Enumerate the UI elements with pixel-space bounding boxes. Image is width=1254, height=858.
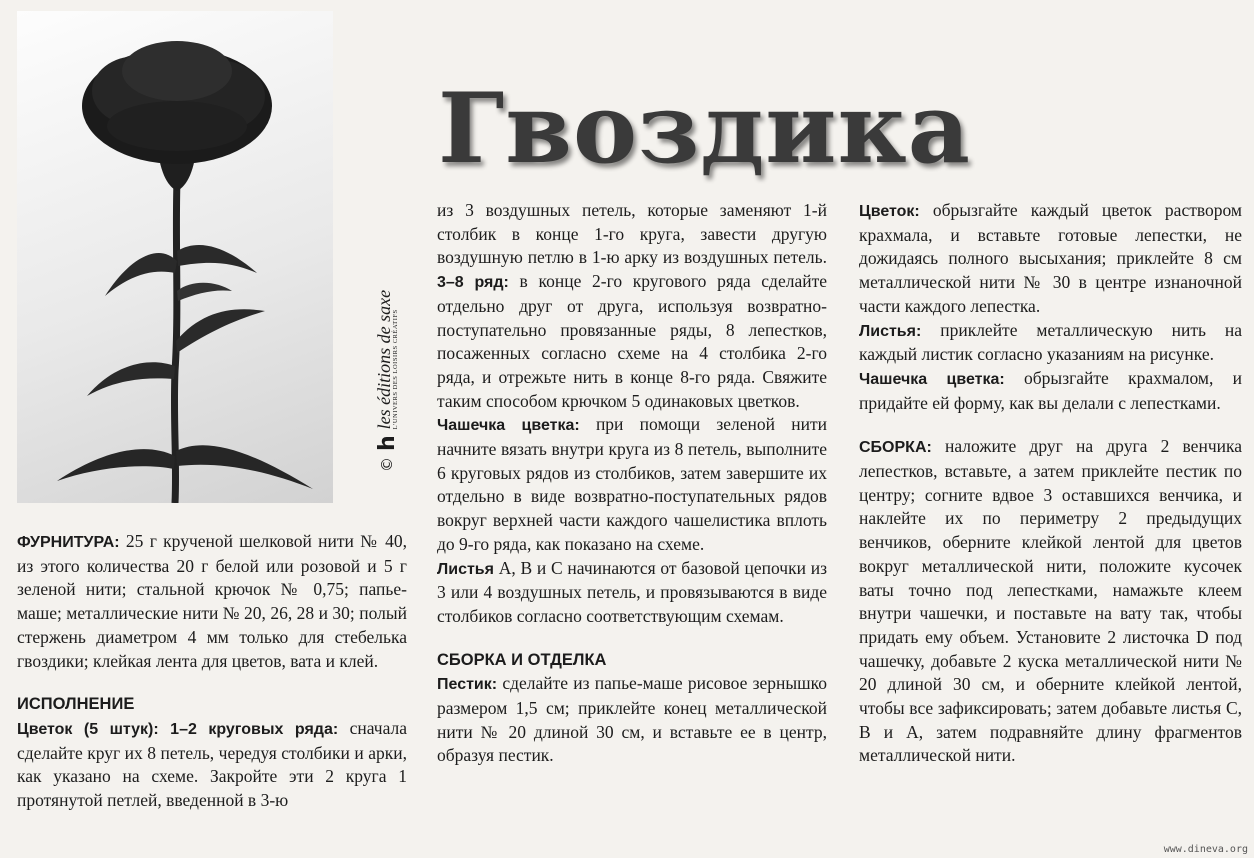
page-title: Гвоздика [438,72,971,186]
rows-text-2: в конце 2-го кругового ряда сделайте отдельно друг от друга, используя возвратно-поступательно провязанные ряды, 8 лепестков, посаженных согласно схеме на 4 столбика 2-го ряда, и отрежьте нить в конце 8-го ряда. Свяжите таким способом крючком 5 одинаковых цветков. [437,271,827,411]
publisher-name: les éditions de saxe [373,289,394,430]
finish-calyx-text: обрызгайте крахмалом, и придайте ей форму, как вы делали с лепестками. [859,367,1242,413]
pistil-label: Пестик: [437,676,498,694]
pistil-paragraph [437,672,827,768]
publisher-tagline: L'UNIVERS DES LOISIRS CRÉATIFS [391,309,399,430]
flower-label: Цветок (5 штук): 1–2 круговых ряда: [17,720,339,738]
publisher-credit [367,232,407,474]
copyright-icon: © [378,457,396,472]
finish-flower-paragraph [859,199,1242,319]
column-2 [437,199,827,768]
column-3 [859,199,1242,768]
finish-flower-label: Цветок: [859,203,920,220]
flower-text: сначала сделайте круг их 8 петель, чередуя столбики и арки, как указано на схеме. Закройте эти 2 круга 1 протянутой петлей, введенной в 3-ю [17,717,408,811]
leaves-text: А, В и С начинаются от базовой цепочки из 3 или 4 воздушных петель, и провязываются в виде столбиков согласно соответствующим схемам. [437,557,827,626]
assembly-heading: СБОРКА И ОТДЕЛКА [437,650,607,669]
supplies-label: ФУРНИТУРА: [17,534,120,551]
pistil-text: сделайте из папье-маше рисовое зернышко размером 1,5 см; приклейте конец металлической нити № 20 длиной 30 см, и вставьте ее в центр, образуя пестик. [437,673,827,766]
finish-leaves-paragraph [859,319,1242,367]
publisher-logo: h [374,435,400,451]
leaves-label: Листья [437,560,494,578]
flower-paragraph [17,717,407,813]
execution-heading: ИСПОЛНЕНИЕ [17,695,135,714]
calyx-text: при помощи зеленой нити начните вязать внутри круга из 8 петель, выполните 6 круговых рядов из столбиков, затем завершите их отдельно в виде возвратно-поступательных рядов вокруг верхней части каждого чашелистика вплоть до 9-го ряда, как показано на схеме. [437,414,827,554]
finish-flower-text: обрызгайте каждый цветок раствором крахмала, и вставьте готовые лепестки, не дожидаясь полного высыхания; приклейте 8 см металлической нити № 30 в центре изнаночной части каждого лепестка. [859,200,1242,316]
supplies-paragraph [17,530,407,673]
finish-leaves-label: Листья: [859,322,922,340]
carnation-photo [17,11,333,503]
finish-calyx-label: Чашечка цветка: [859,370,1005,388]
finish-leaves-text: приклейте металлическую нить на каждый листик согласно указаниям на рисунке. [859,319,1242,365]
rows-text-1: из 3 воздушных петель, которые заменяют 1-й столбик в конце 1-го круга, завести другую воздушную петлю в 1-ю арку из воздушных петель. [437,200,827,268]
calyx-label: Чашечка цветка: [437,417,580,435]
calyx-paragraph [437,413,827,556]
supplies-text: 25 г крученой шелковой нити № 40, из этого количества 20 г белой или розовой и 5 г зеленой нити; стальной крючок № 0,75; папье-маше; металлические нити № 20, 26, 28 и 30; полый стержень диаметром 4 мм только для стебелька гвоздики; клейкая лента для цветов, вата и клей. [17,531,407,671]
carnation-illustration [17,11,333,503]
leaves-paragraph [437,557,827,629]
assembly-label: СБОРКА: [859,439,932,457]
source-url: www.dineva.org [1163,844,1248,855]
rows-paragraph [437,199,827,413]
assembly-text: наложите друг на друга 2 венчика лепестков, вставьте, а затем приклейте пестик по центру; согните вдвое 3 оставшихся венчика, и наклейте их по периметру 2 предыдущих венчиков, оберните клейкой лентой для цветов вокруг металлической нити, положите кусочек ваты точно под лепестками, намажьте клеем внутри чашечки, и поставьте на вату так, чтобы придать ему объем. Установите 2 листочка D под чашечку, добавьте 2 куска металлической нити № 20 длиной 30 см, и оберните клейкой лентой, чтобы все зафиксировать; затем добавьте листья C, B и A, затем подравняйте длину фрагментов металлической нити. [859,436,1242,766]
assembly-paragraph [859,435,1242,768]
column-1 [17,530,407,813]
rows-label: 3–8 ряд: [437,274,509,292]
finish-calyx-paragraph [859,367,1242,415]
